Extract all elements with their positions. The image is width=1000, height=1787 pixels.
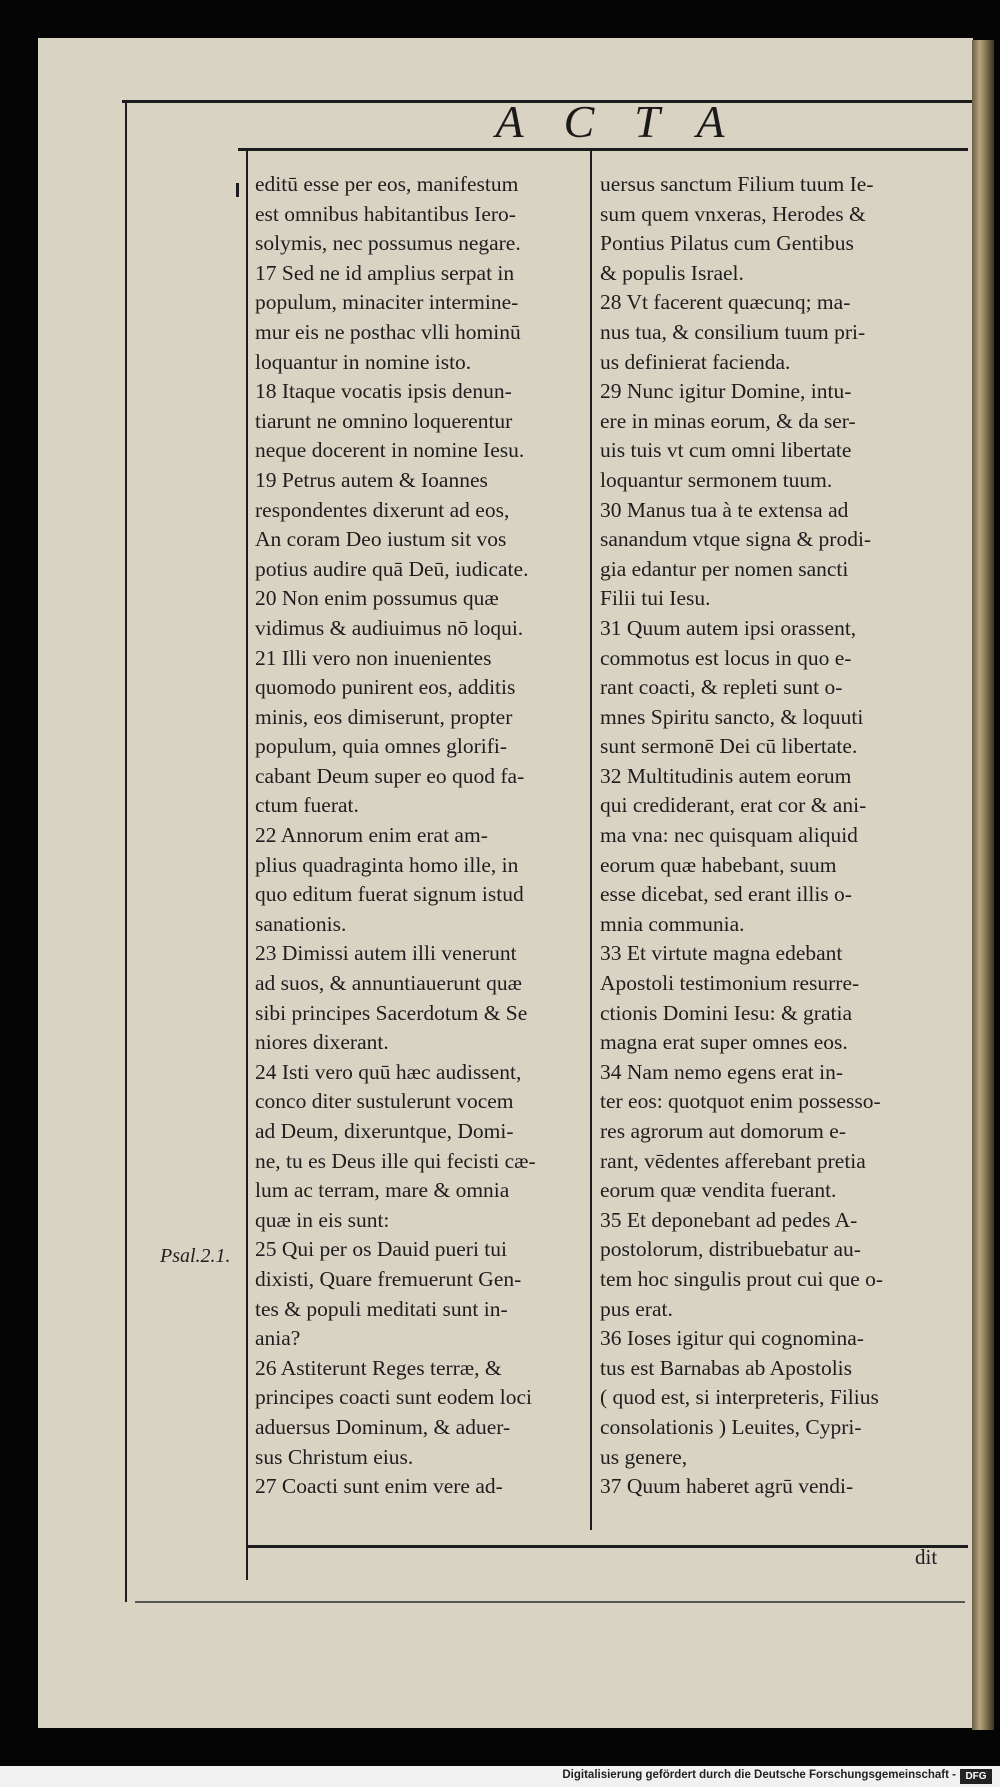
text-line: esse dicebat, sed erant illis o- <box>600 882 852 907</box>
text-line: gia edantur per nomen sancti <box>600 556 849 581</box>
text-line: sanandum vtque signa & prodi- <box>600 527 872 552</box>
text-line: mur eis ne posthac vlli hominū <box>255 319 521 344</box>
text-line: 33 Et virtute magna edebant <box>600 941 843 966</box>
text-line: solymis, nec possumus negare. <box>255 231 521 256</box>
text-line: 29 Nunc igitur Domine, intu- <box>600 379 852 404</box>
text-line: An coram Deo iustum sit vos <box>255 527 507 552</box>
text-line: 17 Sed ne id amplius serpat in <box>255 260 515 285</box>
running-title: ACTA <box>495 96 765 147</box>
text-line: us definierat facienda. <box>600 349 791 374</box>
text-line: & populis Israel. <box>600 260 744 285</box>
text-line: ne, tu es Deus ille qui fecisti cæ- <box>255 1148 536 1173</box>
text-line: 36 Ioses igitur qui cognomina- <box>600 1326 864 1351</box>
text-line: ere in minas eorum, & da ser- <box>600 408 856 433</box>
text-line: ad suos, & annuntiauerunt quæ <box>255 971 522 996</box>
text-line: 27 Coacti sunt enim vere ad- <box>255 1474 503 1499</box>
dfg-logo: DFG <box>960 1769 992 1784</box>
text-line: populum, minaciter intermine- <box>255 290 519 315</box>
catchword: dit <box>915 1545 938 1569</box>
footer-rule <box>135 1601 965 1603</box>
text-line: pus erat. <box>600 1296 673 1321</box>
text-line: 24 Isti vero quū hæc audissent, <box>255 1059 522 1084</box>
text-line: est omnibus habitantibus Iero- <box>255 201 516 226</box>
bottom-rule <box>246 1545 968 1548</box>
text-line: lum ac terram, mare & omnia <box>255 1178 510 1203</box>
text-line: Filii tui Iesu. <box>600 586 711 611</box>
text-line: mnes Spiritu sancto, & loquuti <box>600 704 864 729</box>
text-line: Apostoli testimonium resurre- <box>600 971 860 996</box>
text-line: 18 Itaque vocatis ipsis denun- <box>255 379 512 404</box>
text-line: uersus sanctum Filium tuum Ie- <box>600 172 874 196</box>
text-line: 20 Non enim possumus quæ <box>255 586 499 611</box>
text-line: quo editum fuerat signum istud <box>255 882 524 907</box>
text-line: tus est Barnabas ab Apostolis <box>600 1355 853 1380</box>
text-line: populum, quia omnes glorifi- <box>255 734 507 759</box>
line-mark <box>236 183 239 197</box>
text-line: 35 Et deponebant ad pedes A- <box>600 1207 858 1232</box>
text-line: sus Christum eius. <box>255 1444 414 1469</box>
text-line: rant, vēdentes afferebant pretia <box>600 1148 866 1173</box>
text-line: ter eos: quotquot enim possesso- <box>600 1089 881 1114</box>
text-line: vidimus & audiuimus nō loqui. <box>255 615 524 640</box>
text-line: ad Deum, dixeruntque, Domi- <box>255 1119 514 1143</box>
text-line: tem hoc singulis prout cui que o- <box>600 1266 884 1291</box>
left-frame-rule <box>125 102 127 1602</box>
text-line: ma vna: nec quisquam aliquid <box>600 823 858 848</box>
text-line: 19 Petrus autem & Ioannes <box>255 467 488 492</box>
text-line: quomodo punirent eos, additis <box>255 675 516 700</box>
text-line: editū esse per eos, manifestum <box>255 172 519 196</box>
text-line: sum quem vnxeras, Herodes & <box>600 201 866 226</box>
left-text-column <box>255 170 585 1502</box>
text-line: 34 Nam nemo egens erat in- <box>600 1059 843 1084</box>
text-line: 32 Multitudinis autem eorum <box>600 763 852 788</box>
text-line: uis tuis vt cum omni libertate <box>600 438 852 463</box>
text-line: aduersus Dominum, & aduer- <box>255 1414 511 1439</box>
digitization-credit: Digitalisierung gefördert durch die Deutsche Forschungsgemeinschaft - <box>562 1769 956 1781</box>
text-line: eorum quæ vendita fuerant. <box>600 1178 837 1203</box>
text-line: principes coacti sunt eodem loci <box>255 1385 533 1410</box>
text-line: sibi principes Sacerdotum & Se <box>255 1000 528 1025</box>
text-line: ania? <box>255 1326 301 1351</box>
text-line: 28 Vt facerent quæcunq; ma- <box>600 290 851 315</box>
text-line: res agrorum aut domorum e- <box>600 1119 846 1143</box>
text-line: minis, eos dimiserunt, propter <box>255 704 513 729</box>
text-line: ctionis Domini Iesu: & gratia <box>600 1000 852 1025</box>
text-line: neque docerent in nomine Iesu. <box>255 438 525 463</box>
text-line: commotus est locus in quo e- <box>600 645 852 670</box>
text-line: ( quod est, si interpreteris, Filius <box>600 1385 879 1410</box>
text-line: ctum fuerat. <box>255 793 359 818</box>
text-line: respondentes dixerunt ad eos, <box>255 497 510 522</box>
text-line: plius quadraginta homo ille, in <box>255 852 519 877</box>
text-line: 25 Qui per os Dauid pueri tui <box>255 1237 507 1262</box>
text-line: 22 Annorum enim erat am- <box>255 823 488 848</box>
text-line: loquantur sermonem tuum. <box>600 467 833 492</box>
text-line: niores dixerant. <box>255 1030 389 1055</box>
text-line: magna erat super omnes eos. <box>600 1030 848 1055</box>
text-line: 30 Manus tua à te extensa ad <box>600 497 849 522</box>
text-line: Pontius Pilatus cum Gentibus <box>600 231 854 256</box>
margin-rule <box>246 150 248 1580</box>
text-line: mnia communia. <box>600 911 745 936</box>
right-text-column <box>600 170 960 1502</box>
text-line: qui crediderant, erat cor & ani- <box>600 793 867 818</box>
text-line: 21 Illi vero non inuenientes <box>255 645 492 670</box>
text-line: consolationis ) Leuites, Cypri- <box>600 1414 862 1439</box>
text-line: quæ in eis sunt: <box>255 1207 390 1232</box>
header-rule <box>238 148 968 151</box>
text-line: 31 Quum autem ipsi orassent, <box>600 615 857 640</box>
marginal-note: Psal.2.1. <box>160 1245 231 1267</box>
text-line: us genere, <box>600 1444 688 1469</box>
text-line: loquantur in nomine isto. <box>255 349 472 374</box>
text-line: dixisti, Quare fremuerunt Gen- <box>255 1266 522 1291</box>
text-line: rant coacti, & repleti sunt o- <box>600 675 843 700</box>
column-divider <box>590 150 592 1530</box>
text-line: sunt sermonē Dei cū libertate. <box>600 734 858 759</box>
text-line: tes & populi meditati sunt in- <box>255 1296 508 1321</box>
text-line: nus tua, & consilium tuum pri- <box>600 319 866 344</box>
text-line: tiarunt ne omnino loquerentur <box>255 408 513 433</box>
text-line: conco diter sustulerunt vocem <box>255 1089 514 1114</box>
page-edge <box>972 40 994 1730</box>
text-line: 26 Astiterunt Reges terræ, & <box>255 1355 502 1380</box>
text-line: eorum quæ habebant, suum <box>600 852 837 877</box>
text-line: 37 Quum haberet agrū vendi- <box>600 1474 854 1499</box>
text-line: cabant Deum super eo quod fa- <box>255 763 525 788</box>
text-line: sanationis. <box>255 911 347 936</box>
text-line: 23 Dimissi autem illi venerunt <box>255 941 517 966</box>
text-line: potius audire quā Deū, iudicate. <box>255 556 529 581</box>
text-line: postolorum, distribuebatur au- <box>600 1237 861 1262</box>
